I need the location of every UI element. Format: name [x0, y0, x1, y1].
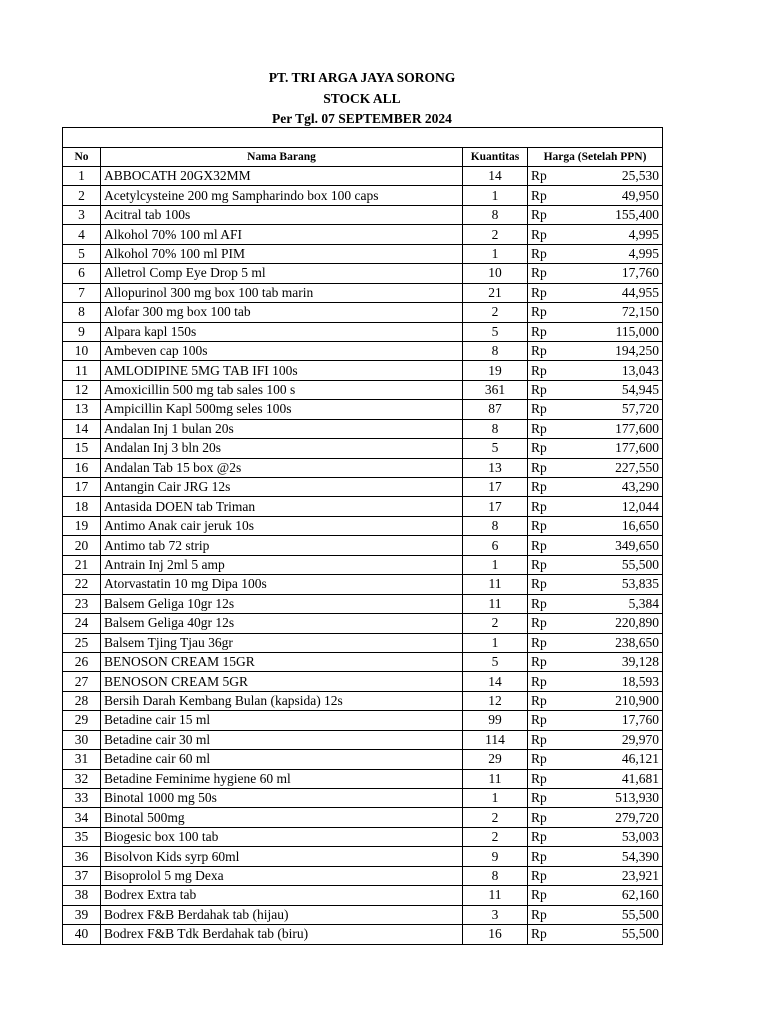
item-name: Bersih Darah Kembang Bulan (kapsida) 12s: [101, 691, 463, 710]
table-row: [63, 516, 663, 535]
row-number: 22: [63, 575, 101, 594]
row-number: 35: [63, 827, 101, 846]
item-name: Bisoprolol 5 mg Dexa: [101, 866, 463, 885]
item-name: Antangin Cair JRG 12s: [101, 478, 463, 497]
item-price: 62,160: [576, 886, 663, 905]
item-name: Bisolvon Kids syrp 60ml: [101, 847, 463, 866]
stock-table: [62, 127, 663, 945]
item-quantity: 1: [463, 633, 528, 652]
currency-label: Rp: [528, 225, 576, 244]
currency-label: Rp: [528, 925, 576, 944]
row-number: 38: [63, 886, 101, 905]
currency-label: Rp: [528, 652, 576, 671]
currency-label: Rp: [528, 478, 576, 497]
item-name: ABBOCATH 20GX32MM: [101, 167, 463, 186]
item-price: 155,400: [576, 205, 663, 224]
currency-label: Rp: [528, 400, 576, 419]
row-number: 20: [63, 536, 101, 555]
currency-label: Rp: [528, 730, 576, 749]
table-row: [63, 225, 663, 244]
currency-label: Rp: [528, 458, 576, 477]
item-quantity: 6: [463, 536, 528, 555]
column-header-no: No: [63, 148, 101, 167]
item-price: 55,500: [576, 925, 663, 944]
currency-label: Rp: [528, 186, 576, 205]
item-quantity: 11: [463, 886, 528, 905]
item-quantity: 114: [463, 730, 528, 749]
table-row: [63, 536, 663, 555]
item-quantity: 21: [463, 283, 528, 302]
table-row: [63, 905, 663, 924]
row-number: 2: [63, 186, 101, 205]
table-row: [63, 322, 663, 341]
item-name: Atorvastatin 10 mg Dipa 100s: [101, 575, 463, 594]
item-price: 220,890: [576, 614, 663, 633]
item-price: 513,930: [576, 789, 663, 808]
currency-label: Rp: [528, 303, 576, 322]
row-number: 1: [63, 167, 101, 186]
table-row: [63, 205, 663, 224]
item-price: 49,950: [576, 186, 663, 205]
row-number: 16: [63, 458, 101, 477]
item-name: Andalan Tab 15 box @2s: [101, 458, 463, 477]
item-price: 57,720: [576, 400, 663, 419]
item-price: 210,900: [576, 691, 663, 710]
row-number: 12: [63, 380, 101, 399]
table-row: [63, 439, 663, 458]
document-header: [62, 68, 662, 130]
row-number: 29: [63, 711, 101, 730]
item-quantity: 8: [463, 516, 528, 535]
row-number: 10: [63, 341, 101, 360]
blank-row: [63, 128, 663, 148]
currency-label: Rp: [528, 264, 576, 283]
table-row: [63, 672, 663, 691]
row-number: 14: [63, 419, 101, 438]
currency-label: Rp: [528, 886, 576, 905]
item-quantity: 13: [463, 458, 528, 477]
row-number: 32: [63, 769, 101, 788]
currency-label: Rp: [528, 361, 576, 380]
table-row: [63, 652, 663, 671]
currency-label: Rp: [528, 497, 576, 516]
row-number: 11: [63, 361, 101, 380]
item-price: 17,760: [576, 264, 663, 283]
currency-label: Rp: [528, 750, 576, 769]
table-row: [63, 303, 663, 322]
currency-label: Rp: [528, 419, 576, 438]
currency-label: Rp: [528, 439, 576, 458]
item-quantity: 2: [463, 827, 528, 846]
item-name: Betadine cair 15 ml: [101, 711, 463, 730]
currency-label: Rp: [528, 244, 576, 263]
currency-label: Rp: [528, 594, 576, 613]
row-number: 4: [63, 225, 101, 244]
item-name: Alkohol 70% 100 ml PIM: [101, 244, 463, 263]
currency-label: Rp: [528, 672, 576, 691]
item-price: 4,995: [576, 225, 663, 244]
item-quantity: 5: [463, 652, 528, 671]
item-quantity: 87: [463, 400, 528, 419]
table-row: [63, 789, 663, 808]
item-price: 46,121: [576, 750, 663, 769]
table-row: [63, 478, 663, 497]
item-price: 227,550: [576, 458, 663, 477]
table-row: [63, 244, 663, 263]
item-price: 4,995: [576, 244, 663, 263]
item-price: 194,250: [576, 341, 663, 360]
item-name: Balsem Tjing Tjau 36gr: [101, 633, 463, 652]
currency-label: Rp: [528, 536, 576, 555]
item-name: Bodrex F&B Berdahak tab (hijau): [101, 905, 463, 924]
item-name: Andalan Inj 1 bulan 20s: [101, 419, 463, 438]
item-name: Bodrex F&B Tdk Berdahak tab (biru): [101, 925, 463, 944]
item-name: Antimo tab 72 strip: [101, 536, 463, 555]
item-price: 72,150: [576, 303, 663, 322]
currency-label: Rp: [528, 205, 576, 224]
item-price: 238,650: [576, 633, 663, 652]
table-row: [63, 419, 663, 438]
table-row: [63, 594, 663, 613]
item-name: Betadine Feminime hygiene 60 ml: [101, 769, 463, 788]
table-row: [63, 380, 663, 399]
row-number: 13: [63, 400, 101, 419]
item-quantity: 5: [463, 439, 528, 458]
row-number: 3: [63, 205, 101, 224]
currency-label: Rp: [528, 167, 576, 186]
row-number: 6: [63, 264, 101, 283]
currency-label: Rp: [528, 691, 576, 710]
table-row: [63, 186, 663, 205]
item-quantity: 8: [463, 341, 528, 360]
item-price: 41,681: [576, 769, 663, 788]
item-quantity: 11: [463, 575, 528, 594]
column-header-price: Harga (Setelah PPN): [528, 148, 663, 167]
row-number: 27: [63, 672, 101, 691]
item-name: BENOSON CREAM 5GR: [101, 672, 463, 691]
table-header-row: [63, 148, 663, 167]
item-price: 55,500: [576, 905, 663, 924]
item-name: Alletrol Comp Eye Drop 5 ml: [101, 264, 463, 283]
row-number: 21: [63, 555, 101, 574]
item-quantity: 1: [463, 186, 528, 205]
table-row: [63, 633, 663, 652]
row-number: 24: [63, 614, 101, 633]
row-number: 30: [63, 730, 101, 749]
item-name: Allopurinol 300 mg box 100 tab marin: [101, 283, 463, 302]
item-price: 55,500: [576, 555, 663, 574]
currency-label: Rp: [528, 866, 576, 885]
currency-label: Rp: [528, 555, 576, 574]
item-price: 13,043: [576, 361, 663, 380]
item-price: 115,000: [576, 322, 663, 341]
item-price: 23,921: [576, 866, 663, 885]
table-row: [63, 711, 663, 730]
table-row: [63, 827, 663, 846]
item-quantity: 2: [463, 614, 528, 633]
report-title: STOCK ALL: [323, 90, 401, 106]
item-quantity: 14: [463, 167, 528, 186]
item-quantity: 17: [463, 497, 528, 516]
table-row: [63, 866, 663, 885]
table-row: [63, 458, 663, 477]
row-number: 34: [63, 808, 101, 827]
item-name: Balsem Geliga 10gr 12s: [101, 594, 463, 613]
item-name: Antrain Inj 2ml 5 amp: [101, 555, 463, 574]
row-number: 33: [63, 789, 101, 808]
item-quantity: 11: [463, 769, 528, 788]
row-number: 39: [63, 905, 101, 924]
item-price: 54,945: [576, 380, 663, 399]
item-quantity: 19: [463, 361, 528, 380]
table-row: [63, 691, 663, 710]
item-quantity: 11: [463, 594, 528, 613]
item-price: 16,650: [576, 516, 663, 535]
item-price: 25,530: [576, 167, 663, 186]
row-number: 25: [63, 633, 101, 652]
item-price: 349,650: [576, 536, 663, 555]
item-price: 44,955: [576, 283, 663, 302]
item-quantity: 1: [463, 789, 528, 808]
item-name: Binotal 500mg: [101, 808, 463, 827]
currency-label: Rp: [528, 575, 576, 594]
row-number: 17: [63, 478, 101, 497]
item-name: Biogesic box 100 tab: [101, 827, 463, 846]
row-number: 23: [63, 594, 101, 613]
item-name: Antimo Anak cair jeruk 10s: [101, 516, 463, 535]
currency-label: Rp: [528, 341, 576, 360]
item-quantity: 8: [463, 866, 528, 885]
item-name: Balsem Geliga 40gr 12s: [101, 614, 463, 633]
table-row: [63, 400, 663, 419]
currency-label: Rp: [528, 283, 576, 302]
item-name: Alkohol 70% 100 ml AFI: [101, 225, 463, 244]
table-row: [63, 555, 663, 574]
item-price: 17,760: [576, 711, 663, 730]
item-price: 29,970: [576, 730, 663, 749]
item-price: 177,600: [576, 419, 663, 438]
table-row: [63, 614, 663, 633]
item-name: Andalan Inj 3 bln 20s: [101, 439, 463, 458]
item-quantity: 16: [463, 925, 528, 944]
table-row: [63, 925, 663, 944]
item-price: 53,835: [576, 575, 663, 594]
item-quantity: 10: [463, 264, 528, 283]
item-quantity: 12: [463, 691, 528, 710]
item-quantity: 14: [463, 672, 528, 691]
row-number: 36: [63, 847, 101, 866]
item-name: Betadine cair 30 ml: [101, 730, 463, 749]
item-name: BENOSON CREAM 15GR: [101, 652, 463, 671]
table-row: [63, 341, 663, 360]
column-header-qty: Kuantitas: [463, 148, 528, 167]
table-row: [63, 750, 663, 769]
item-quantity: 29: [463, 750, 528, 769]
currency-label: Rp: [528, 711, 576, 730]
item-name: Ampicillin Kapl 500mg seles 100s: [101, 400, 463, 419]
item-name: Alofar 300 mg box 100 tab: [101, 303, 463, 322]
row-number: 26: [63, 652, 101, 671]
item-name: Binotal 1000 mg 50s: [101, 789, 463, 808]
row-number: 7: [63, 283, 101, 302]
item-price: 53,003: [576, 827, 663, 846]
table-row: [63, 886, 663, 905]
item-name: Acitral tab 100s: [101, 205, 463, 224]
item-price: 279,720: [576, 808, 663, 827]
item-name: AMLODIPINE 5MG TAB IFI 100s: [101, 361, 463, 380]
currency-label: Rp: [528, 614, 576, 633]
row-number: 15: [63, 439, 101, 458]
item-quantity: 2: [463, 303, 528, 322]
item-quantity: 9: [463, 847, 528, 866]
currency-label: Rp: [528, 847, 576, 866]
row-number: 18: [63, 497, 101, 516]
currency-label: Rp: [528, 516, 576, 535]
item-quantity: 361: [463, 380, 528, 399]
table-row: [63, 575, 663, 594]
item-name: Antasida DOEN tab Triman: [101, 497, 463, 516]
item-quantity: 5: [463, 322, 528, 341]
item-name: Amoxicillin 500 mg tab sales 100 s: [101, 380, 463, 399]
item-quantity: 99: [463, 711, 528, 730]
currency-label: Rp: [528, 633, 576, 652]
table-row: [63, 167, 663, 186]
row-number: 9: [63, 322, 101, 341]
item-name: Bodrex Extra tab: [101, 886, 463, 905]
item-quantity: 3: [463, 905, 528, 924]
item-price: 177,600: [576, 439, 663, 458]
item-name: Alpara kapl 150s: [101, 322, 463, 341]
item-quantity: 17: [463, 478, 528, 497]
report-date: Per Tgl. 07 SEPTEMBER 2024: [272, 111, 452, 126]
row-number: 5: [63, 244, 101, 263]
table-row: [63, 497, 663, 516]
table-row: [63, 283, 663, 302]
item-price: 12,044: [576, 497, 663, 516]
item-price: 18,593: [576, 672, 663, 691]
row-number: 31: [63, 750, 101, 769]
row-number: 40: [63, 925, 101, 944]
item-quantity: 1: [463, 244, 528, 263]
item-quantity: 2: [463, 808, 528, 827]
table-row: [63, 730, 663, 749]
currency-label: Rp: [528, 827, 576, 846]
currency-label: Rp: [528, 905, 576, 924]
currency-label: Rp: [528, 808, 576, 827]
currency-label: Rp: [528, 769, 576, 788]
row-number: 19: [63, 516, 101, 535]
table-row: [63, 264, 663, 283]
row-number: 8: [63, 303, 101, 322]
table-row: [63, 847, 663, 866]
item-price: 54,390: [576, 847, 663, 866]
item-quantity: 8: [463, 205, 528, 224]
item-quantity: 2: [463, 225, 528, 244]
row-number: 28: [63, 691, 101, 710]
currency-label: Rp: [528, 322, 576, 341]
item-price: 5,384: [576, 594, 663, 613]
row-number: 37: [63, 866, 101, 885]
company-name: PT. TRI ARGA JAYA SORONG: [268, 70, 456, 85]
item-name: Acetylcysteine 200 mg Sampharindo box 100 caps: [101, 186, 463, 205]
item-quantity: 8: [463, 419, 528, 438]
item-price: 43,290: [576, 478, 663, 497]
item-price: 39,128: [576, 652, 663, 671]
table-row: [63, 808, 663, 827]
item-name: Betadine cair 60 ml: [101, 750, 463, 769]
column-header-name: Nama Barang: [101, 148, 463, 167]
table-row: [63, 769, 663, 788]
item-quantity: 1: [463, 555, 528, 574]
currency-label: Rp: [528, 789, 576, 808]
item-name: Ambeven cap 100s: [101, 341, 463, 360]
table-row: [63, 361, 663, 380]
currency-label: Rp: [528, 380, 576, 399]
